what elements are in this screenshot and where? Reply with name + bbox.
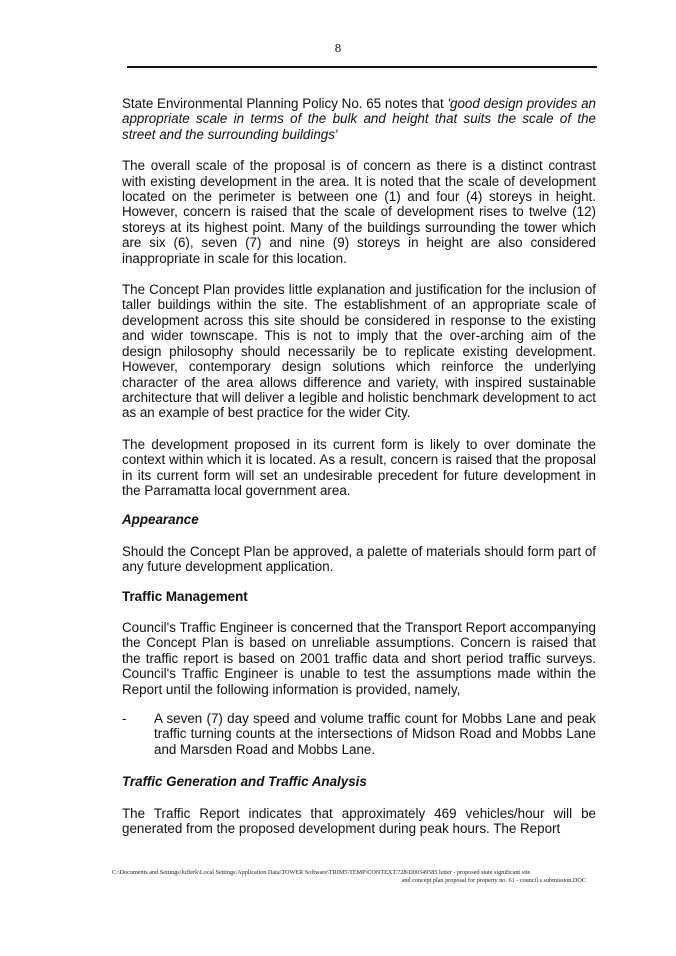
development-paragraph: The development proposed in its current form is likely to over dominate the context within which it is located. As a result, concern is raised that the proposal in its current form will set an undesirable precedent for future development in the Parramatta local government area. [122, 436, 596, 498]
bullet-marker: - [122, 711, 127, 726]
appearance-heading: Appearance [122, 512, 199, 528]
traffic-management-paragraph: Council's Traffic Engineer is concerned that the Transport Report accompanying the Concept Plan is based on unreliable assumptions. Concern is raised that the traffic report is based on 2001 traffic data and short period traffic surveys. Council's Traffic Engineer is unable to test the assumptions made within the Report until the following information is provided, namely, [122, 619, 596, 697]
list-item-text: A seven (7) day speed and volume traffic count for Mobbs Lane and peak traffic turning counts at the intersections of Midson Road and Mobbs Lane and Marsden Road and Mobbs Lane. [154, 711, 596, 757]
scale-paragraph: The overall scale of the proposal is of concern as there is a distinct contrast with existing development in the area. It is noted that the scale of development located on the perimeter is between one (1) and four (4) storeys in height. However, concern is raised that the scale of development rises to twelve (12) storeys at its highest point. Many of the buildings surrounding the tower which are six (6), seven (7) and nine (9) storeys in height are also considered inappropriate in scale for this location. [122, 158, 596, 266]
intro-quote: 'good design provides an appropriate scale in terms of the bulk and height that suits the scale of the street and the surrounding buildings' [122, 96, 596, 142]
intro-paragraph [122, 96, 596, 142]
page-number: 8 [334, 42, 342, 55]
document-body [122, 96, 596, 852]
intro-text: State Environmental Planning Policy No. 65 notes that [122, 96, 448, 111]
header-rule [127, 66, 597, 68]
footer-line-1: C:\Documents and Settings\lufferk\Local Settings\Application Data\TOWER Software\TRIM5\TEMP\CONTEXT.728\D00349585 letter - proposed state significant site [112, 869, 531, 876]
traffic-generation-heading: Traffic Generation and Traffic Analysis [122, 774, 367, 790]
list-item [122, 711, 596, 757]
file-path-footer [112, 869, 586, 885]
traffic-generation-paragraph: The Traffic Report indicates that approximately 469 vehicles/hour will be generated from the proposed development during peak hours. The Report [122, 805, 596, 837]
traffic-management-heading: Traffic Management [122, 588, 248, 604]
footer-line-2: and concept plan proposal for property no. 61 - council s submission.DOC [401, 877, 586, 884]
concept-plan-paragraph: The Concept Plan provides little explanation and justification for the inclusion of taller buildings within the site. The establishment of an appropriate scale of development across this site should be considered in response to the existing and wider townscape. This is not to imply that the over-arching aim of the design philosophy should necessarily be to replicate existing development. However, contemporary design solutions which reinforce the underlying character of the area allows difference and variety, with inspired sustainable architecture that will deliver a legible and holistic benchmark development to act as an example of best practice for the wider City. [122, 282, 596, 421]
appearance-paragraph: Should the Concept Plan be approved, a palette of materials should form part of any future development application. [122, 543, 596, 575]
